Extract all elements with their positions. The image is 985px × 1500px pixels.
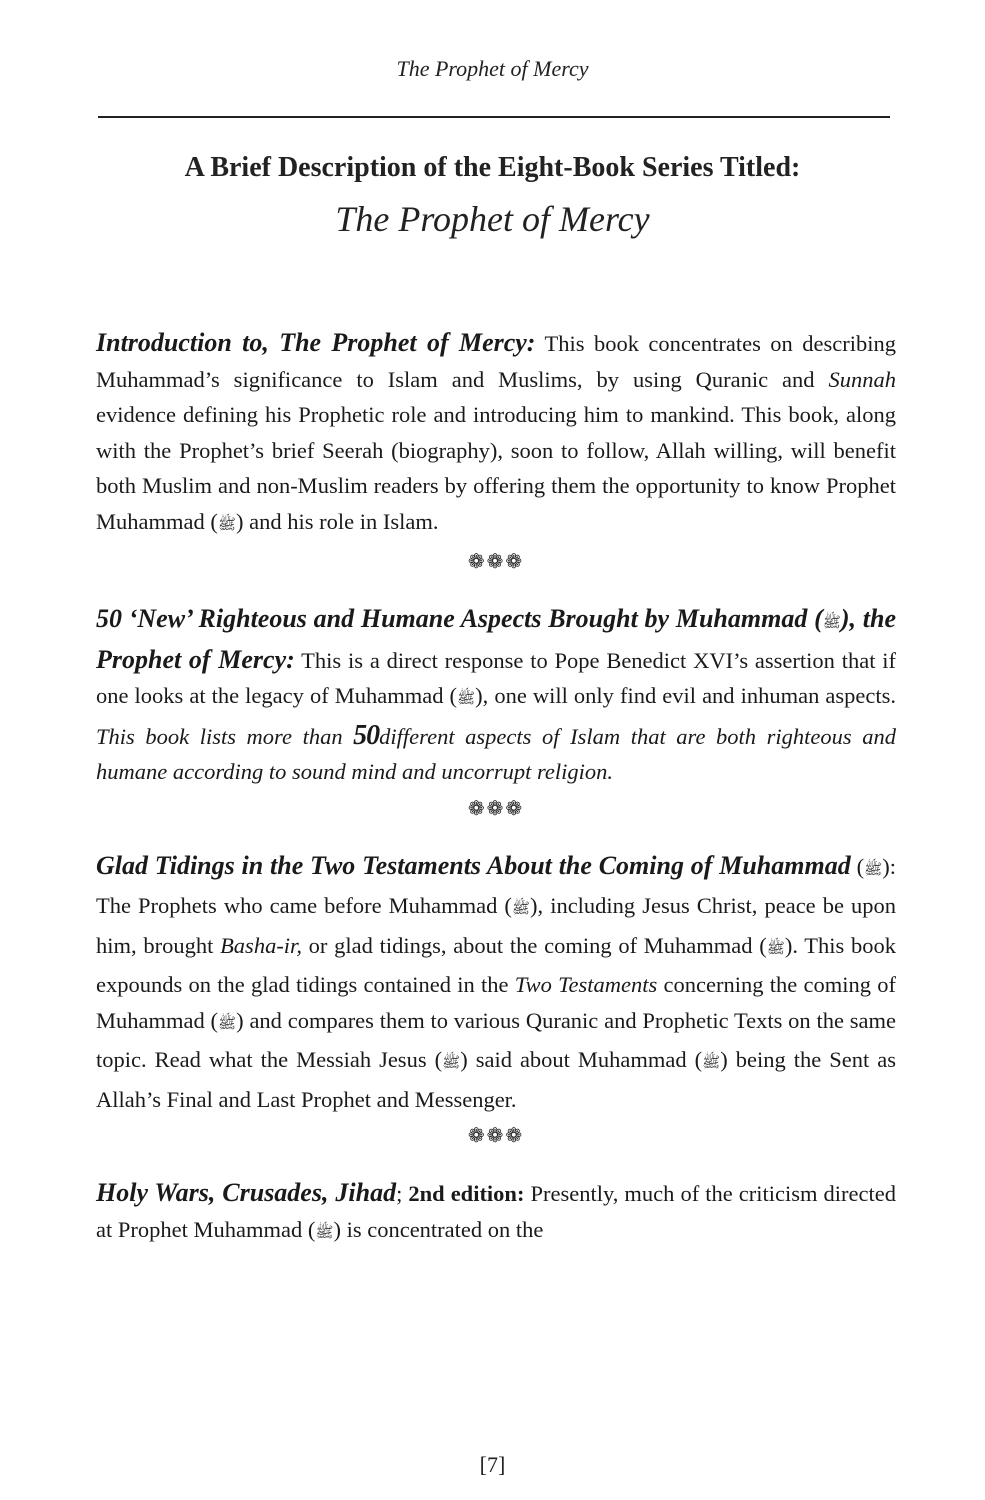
entry-text: ) said about Muhammad ( — [460, 1047, 703, 1072]
entry-text: ( — [850, 853, 865, 879]
pbuh-glyph: ﷺ — [218, 1015, 237, 1032]
page-number: [7] — [479, 1452, 506, 1477]
entry-text: ) is concentrated on the — [333, 1216, 544, 1242]
entry-italic-term: Sunnah — [828, 366, 896, 392]
entry-text: ) and his role in Islam. — [235, 508, 439, 534]
entry-50-aspects — [96, 601, 896, 790]
entry-heading: Glad Tidings in the Two Testaments About the Coming of Muhammad — [96, 850, 851, 880]
pbuh-glyph: ﷺ — [457, 691, 476, 707]
page-title: A Brief Description of the Eight-Book Series Titled: — [184, 152, 801, 183]
entry-text: This book concentrates on describing Muhammad’s significance to Islam and Muslims, by using Quranic and — [96, 331, 896, 392]
edition-label: 2nd edition: — [408, 1181, 525, 1206]
entry-text: ), one will only find evil and inhuman aspects. — [475, 683, 896, 708]
series-title: The Prophet of Mercy — [335, 199, 650, 239]
entry-text: This is a direct response to Pope Benedict XVI’s assertion that if one looks at the legacy of Muhammad ( — [96, 647, 896, 708]
entry-text: ) and compares them to various Quranic and Prophetic Texts on the same topic. Read what the Messiah Jesus ( — [96, 1007, 896, 1072]
entry-text: ). This book expounds on the glad tidings contained in the — [96, 932, 896, 997]
pbuh-glyph: ﷺ — [766, 940, 785, 957]
entry-text: ) being the Sent as Allah’s Final and Last Prophet and Messenger. — [96, 1047, 897, 1112]
entry-heading: Holy Wars, Crusades, Jihad — [96, 1178, 397, 1207]
entry-text: Presently, much of the criticism directed at Prophet Muhammad ( — [96, 1181, 896, 1242]
entry-italic-term: Two Testaments — [514, 972, 658, 997]
entry-glad-tidings — [96, 848, 896, 1118]
section-ornament: ❁❁❁ — [467, 551, 525, 573]
pbuh-glyph: ﷺ — [822, 615, 841, 631]
entry-italic-term: Basha-ir, — [220, 932, 302, 958]
section-ornament: ❁❁❁ — [467, 1125, 525, 1147]
entry-text: ; — [396, 1181, 409, 1206]
running-head: The Prophet of Mercy — [396, 56, 589, 81]
entry-text: The Prophets who came before Muhammad ( — [96, 893, 512, 918]
entry-text: or glad tidings, about the coming of Muhammad ( — [301, 932, 767, 958]
pbuh-glyph: ﷺ — [702, 1055, 721, 1071]
entry-holy-wars — [96, 1175, 896, 1251]
pbuh-glyph: ﷺ — [511, 901, 531, 917]
entry-heading: 50 ‘New’ Righteous and Humane Aspects Brought by Muhammad ( — [96, 604, 823, 633]
pbuh-glyph: ﷺ — [315, 1224, 334, 1241]
entry-introduction — [96, 325, 896, 543]
number-50: 50 — [353, 719, 380, 751]
header-rule — [98, 116, 890, 118]
as-glyph: ﷺ — [442, 1055, 461, 1071]
entry-italic-text: different aspects of Islam that are both righteous and humane according to sound mind and uncorrupt religion. — [96, 723, 896, 784]
entry-heading: Introduction to, The Prophet of Mercy: — [96, 328, 536, 357]
entry-text: concerning the coming of Muhammad ( — [96, 972, 896, 1033]
entry-text: ), including Jesus Christ, peace be upon him, brought — [96, 893, 896, 958]
page-body — [96, 325, 896, 1251]
entry-text: ): — [882, 853, 896, 879]
entry-text: evidence defining his Prophetic role and introducing him to mankind. This book, along with the Prophet’s brief Seerah (biography), soon to follow, Allah willing, will benefit both Muslim and non-Muslim readers by offering them the opportunity to know Prophet Muhammad ( — [96, 402, 896, 534]
pbuh-glyph: ﷺ — [217, 516, 236, 533]
entry-italic-text: This book lists more than — [96, 723, 354, 749]
section-ornament: ❁❁❁ — [467, 797, 525, 820]
entry-heading: ), the Prophet of Mercy: — [96, 604, 896, 674]
pbuh-glyph: ﷺ — [864, 861, 883, 878]
